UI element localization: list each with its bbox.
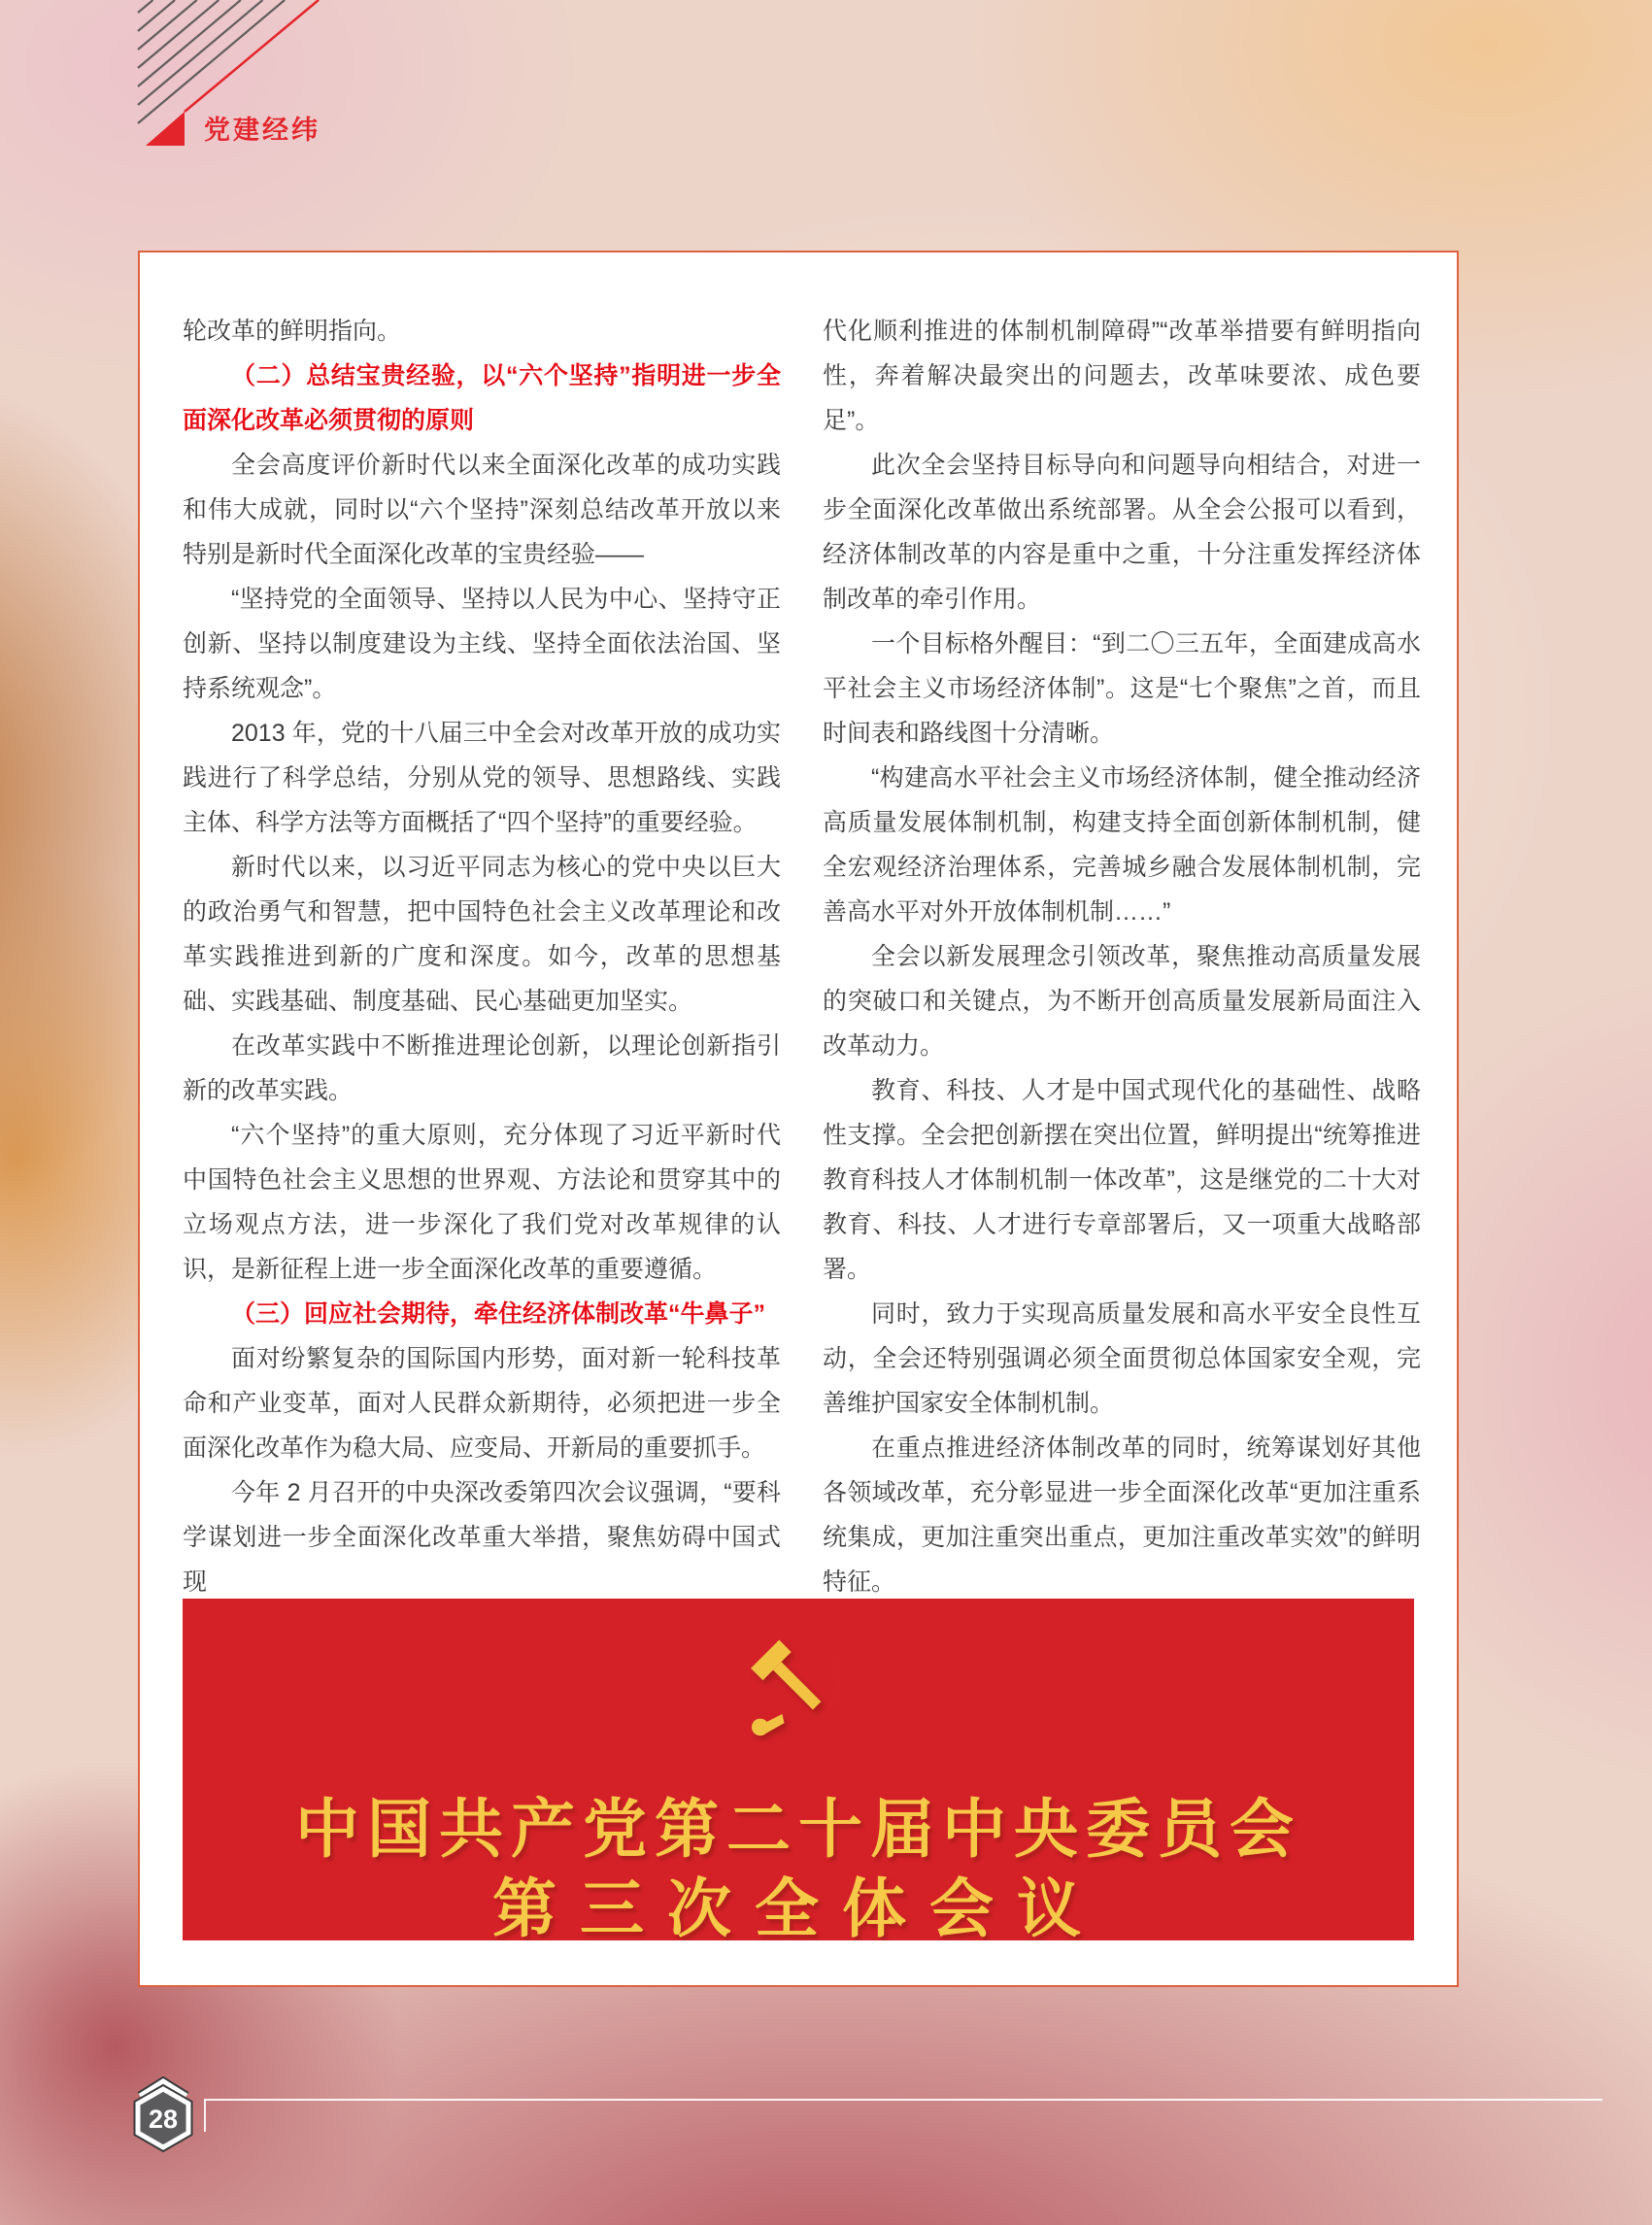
paragraph: 今年 2 月召开的中央深改委第四次会议强调，“要科学谋划进一步全面深化改革重大举措，聚焦妨碍中国式现 [183, 1479, 781, 1596]
page-number: 28 [148, 2105, 179, 2134]
red-ribbon-line [185, 0, 319, 112]
paragraph: 此次全会坚持目标导向和问题导向相结合，对进一步全面深化改革做出系统部署。从全会公报可以看到，经济体制改革的内容是重中之重，十分注重发挥经济体制改革的牵引作用。 [823, 452, 1421, 613]
hammer-and-sickle-icon [738, 1626, 859, 1746]
red-triangle-icon [146, 112, 185, 146]
article-left-column [183, 309, 781, 1604]
section-heading: （二）总结宝贵经验，以“六个坚持”指明进一步全面深化改革必须贯彻的原则 [183, 362, 781, 434]
paragraph: 一个目标格外醒目：“到二〇三五年，全面建成高水平社会主义市场经济体制”。这是“七个聚焦”之首，而且时间表和路线图十分清晰。 [823, 630, 1421, 747]
paragraph: “构建高水平社会主义市场经济体制，健全推动经济高质量发展体制机制，构建支持全面创新体制机制，健全宏观经济治理体系，完善城乡融合发展体制机制，完善高水平对外开放体制机制……” [823, 764, 1421, 926]
paragraph: 2013 年，党的十八届三中全会对改革开放的成功实践进行了科学总结，分别从党的领导、思想路线、实践主体、科学方法等方面概括了“四个坚持”的重要经验。 [183, 720, 781, 836]
paragraph: “坚持党的全面领导、坚持以人民为中心、坚持守正创新、坚持以制度建设为主线、坚持全面依法治国、坚持系统观念”。 [183, 586, 781, 702]
section-heading: （三）回应社会期待，牵住经济体制改革“牛鼻子” [231, 1300, 766, 1328]
article-body [140, 253, 1457, 1604]
footer-rule-line [204, 2099, 1602, 2132]
paragraph: 新时代以来，以习近平同志为核心的党中央以巨大的政治勇气和智慧，把中国特色社会主义改革理论和改革实践推进到新的广度和深度。如今，改革的思想基础、实践基础、制度基础、民心基础更加坚实。 [183, 854, 781, 1015]
paragraph: 同时，致力于实现高质量发展和高水平安全良性互动，全会还特别强调必须全面贯彻总体国家安全观，完善维护国家安全体制机制。 [823, 1300, 1421, 1417]
article-right-column [823, 309, 1421, 1604]
section-label: 党建经纬 [204, 116, 320, 145]
paragraph: “六个坚持”的重大原则，充分体现了习近平新时代中国特色社会主义思想的世界观、方法论和贯穿其中的立场观点方法，进一步深化了我们党对改革规律的认识，是新征程上进一步全面深化改革的重要遵循。 [183, 1122, 781, 1283]
paragraph: 轮改革的鲜明指向。 [183, 318, 402, 345]
paragraph: 全会以新发展理念引领改革，聚焦推动高质量发展的突破口和关键点，为不断开创高质量发展新局面注入改革动力。 [823, 943, 1421, 1060]
banner-title-line1: 中国共产党第二十届中央委员会 [295, 1793, 1301, 1865]
paragraph: 代化顺利推进的体制机制障碍”“改革举措要有鲜明指向性，奔着解决最突出的问题去，改革味要浓、成色要足”。 [823, 318, 1421, 434]
banner-title-line2: 第三次全体会议 [492, 1872, 1104, 1940]
page-number-badge [132, 2076, 194, 2158]
content-card [138, 251, 1459, 1987]
paragraph: 在重点推进经济体制改革的同时，统筹谋划好其他各领域改革，充分彰显进一步全面深化改革“更加注重系统集成，更加注重突出重点，更加注重改革实效”的鲜明特征。 [823, 1434, 1421, 1596]
paragraph: 面对纷繁复杂的国际国内形势，面对新一轮科技革命和产业变革，面对人民群众新期待，必须把进一步全面深化改革作为稳大局、应变局、开新局的重要抓手。 [183, 1345, 781, 1462]
plenum-banner [183, 1599, 1414, 1940]
paragraph: 在改革实践中不断推进理论创新，以理论创新指引新的改革实践。 [183, 1032, 781, 1104]
paragraph: 全会高度评价新时代以来全面深化改革的成功实践和伟大成就，同时以“六个坚持”深刻总结改革开放以来特别是新时代全面深化改革的宝贵经验—— [183, 452, 781, 568]
paragraph: 教育、科技、人才是中国式现代化的基础性、战略性支撑。全会把创新摆在突出位置，鲜明提出“统筹推进教育科技人才体制机制一体改革”，这是继党的二十大对教育、科技、人才进行专章部署后，又一项重大战略部署。 [823, 1077, 1421, 1283]
hatch-lines-icon [138, 0, 285, 123]
